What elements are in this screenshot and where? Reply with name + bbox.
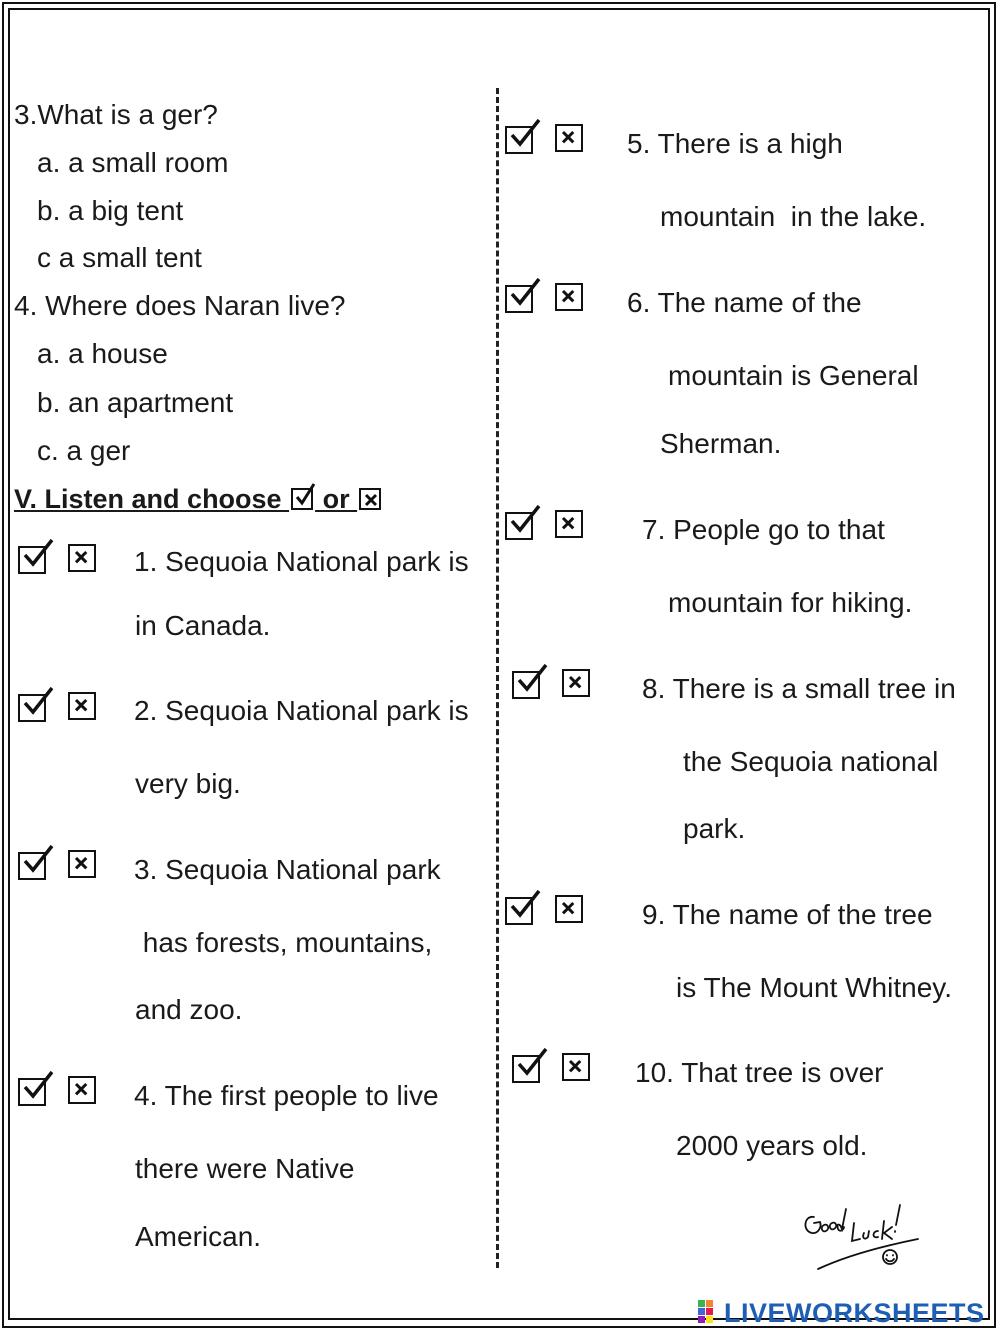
- statement-text: very big.: [135, 768, 241, 799]
- brand-logo-text[interactable]: LIVEWORKSHEETS: [724, 1298, 985, 1328]
- section-v-heading: V. Listen and choose or: [14, 482, 383, 516]
- statement-text: 6. The name of the: [627, 287, 862, 318]
- cross-icon: [359, 488, 381, 510]
- statement-text: in Canada.: [135, 610, 271, 641]
- column-divider: [496, 88, 499, 1268]
- q4-option-a[interactable]: a. a house: [37, 338, 168, 369]
- statement-text: is The Mount Whitney.: [676, 972, 952, 1003]
- statement-text: 9. The name of the tree: [642, 899, 933, 930]
- statement-text: has forests, mountains,: [135, 927, 433, 958]
- q3-option-a[interactable]: a. a small room: [37, 147, 229, 178]
- statement-text: park.: [683, 813, 746, 844]
- statement-text: mountain is General: [668, 360, 919, 391]
- q3-option-c[interactable]: c a small tent: [37, 242, 202, 273]
- false-checkbox[interactable]: [68, 692, 96, 720]
- statement-text: 3. Sequoia National park: [134, 854, 441, 885]
- true-checkbox[interactable]: [18, 852, 46, 880]
- false-checkbox[interactable]: [68, 544, 96, 572]
- statement-text: 8. There is a small tree in: [642, 673, 956, 704]
- false-checkbox[interactable]: [68, 1076, 96, 1104]
- question-4: 4. Where does Naran live?: [14, 290, 346, 321]
- statement-text: 2000 years old.: [676, 1130, 868, 1161]
- statement-text: 4. The first people to live: [134, 1080, 439, 1111]
- true-checkbox[interactable]: [18, 546, 46, 574]
- false-checkbox[interactable]: [562, 1053, 590, 1081]
- statement-text: and zoo.: [135, 994, 243, 1025]
- check-icon: [291, 488, 313, 510]
- liveworksheets-logo-icon: [698, 1300, 722, 1324]
- statement-text: 10. That tree is over: [635, 1057, 884, 1088]
- true-checkbox[interactable]: [505, 512, 533, 540]
- false-checkbox[interactable]: [555, 510, 583, 538]
- statement-text: the Sequoia national: [683, 746, 939, 777]
- true-checkbox[interactable]: [512, 671, 540, 699]
- good-luck-signature-icon: [798, 1195, 928, 1275]
- true-checkbox[interactable]: [18, 1078, 46, 1106]
- statement-text: 5. There is a high: [627, 128, 843, 159]
- true-checkbox[interactable]: [505, 897, 533, 925]
- statement-text: American.: [135, 1221, 262, 1252]
- statement-text: 2. Sequoia National park is: [134, 695, 469, 726]
- question-3: 3.What is a ger?: [14, 99, 218, 130]
- statement-text: there were Native: [135, 1153, 355, 1184]
- true-checkbox[interactable]: [505, 285, 533, 313]
- false-checkbox[interactable]: [68, 850, 96, 878]
- false-checkbox[interactable]: [555, 283, 583, 311]
- q3-option-b[interactable]: b. a big tent: [37, 195, 184, 226]
- false-checkbox[interactable]: [562, 669, 590, 697]
- statement-text: mountain in the lake.: [660, 201, 927, 232]
- statement-text: mountain for hiking.: [668, 587, 913, 618]
- true-checkbox[interactable]: [505, 126, 533, 154]
- statement-text: Sherman.: [660, 428, 782, 459]
- statement-text: 7. People go to that: [642, 514, 885, 545]
- false-checkbox[interactable]: [555, 124, 583, 152]
- statement-text: 1. Sequoia National park is: [134, 546, 469, 577]
- q4-option-c[interactable]: c. a ger: [37, 435, 131, 466]
- false-checkbox[interactable]: [555, 895, 583, 923]
- true-checkbox[interactable]: [512, 1055, 540, 1083]
- true-checkbox[interactable]: [18, 694, 46, 722]
- q4-option-b[interactable]: b. an apartment: [37, 387, 234, 418]
